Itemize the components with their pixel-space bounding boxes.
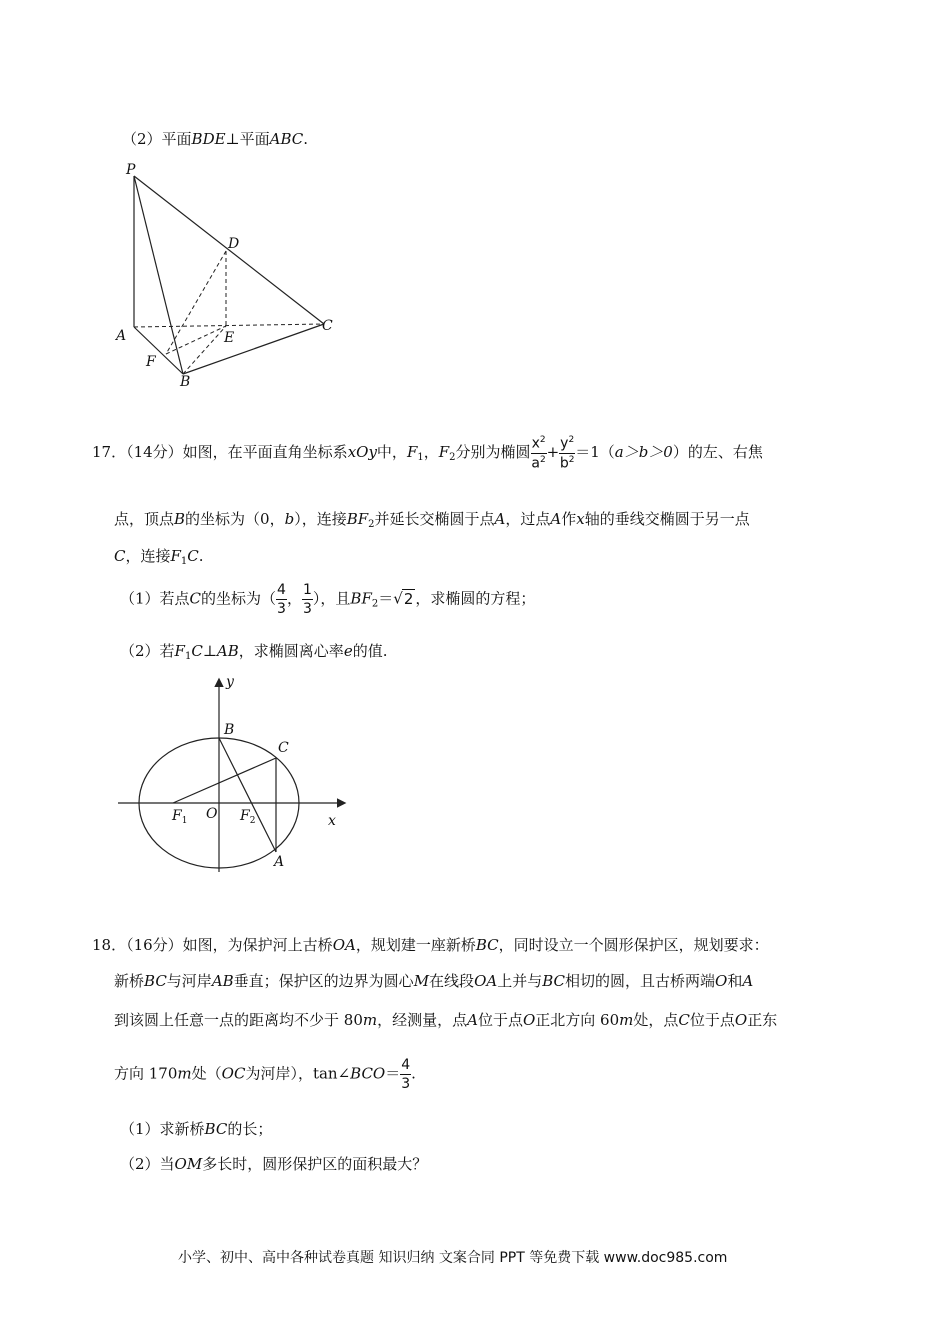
q17-part1: （1）若点C的坐标为（ $\frac{4}{3}$ ， $\frac{1}{3}$ ），且$BF_2=√2$ ，求椭圆的方程； bbox=[120, 582, 536, 617]
q17-part2: （2）若$F_1C\perp AB$，求椭圆离心率e的值. bbox=[120, 642, 388, 662]
q17-line1: 17．（14分）如图，在平面直角坐标系xOy中，$F_1$，$F_2$分别为椭圆 $\frac{x^2}{a^2}$ + $\frac{y^2}{b^2}$ ＝1（a＞b＞0）的左、右焦 bbox=[92, 435, 763, 472]
pyramid-figure bbox=[108, 158, 348, 390]
edge-BC bbox=[183, 324, 324, 374]
label-x: x bbox=[328, 813, 336, 829]
q18-part1: （1）求新桥BC的长； bbox=[120, 1120, 273, 1138]
q16-part2: （2）平面BDE⊥平面ABC. bbox=[122, 130, 309, 148]
edge-PB bbox=[134, 176, 183, 374]
q18-line2: 新桥BC与河岸AB垂直；保护区的边界为圆心M在线段OA上并与BC相切的圆，且古桥两端O和A bbox=[114, 972, 754, 990]
edge-AB bbox=[134, 327, 183, 374]
q18-part2: （2）当OM多长时，圆形保护区的面积最大？ bbox=[120, 1155, 428, 1173]
q18-line4: 方向 170m处（OC为河岸），tan∠BCO＝ $\frac{4}{3}$ . bbox=[114, 1057, 416, 1092]
label-O: O bbox=[206, 806, 218, 822]
segment-BA bbox=[219, 738, 276, 852]
label-E: E bbox=[224, 330, 235, 346]
q17-line2: 点，顶点B的坐标为（0，b），连接$BF_2$并延长交椭圆于点A，过点A作x轴的垂线交椭圆于另一点 bbox=[114, 510, 750, 530]
label-A: A bbox=[116, 328, 127, 344]
edge-AC bbox=[134, 324, 324, 327]
label-y: y bbox=[226, 674, 234, 690]
q18-line3: 到该圆上任意一点的距离均不少于 80m，经测量，点A位于点O正北方向 60m处，点C位于点O正东 bbox=[114, 1011, 778, 1029]
label-P: P bbox=[126, 162, 136, 178]
q17-line3: C，连接$F_1C$. bbox=[114, 547, 204, 567]
footer-text: 小学、初中、高中各种试卷真题 知识归纳 文案合同 PPT 等免费下载 www.doc985.com bbox=[178, 1250, 728, 1266]
label-F2: $F_2$ bbox=[240, 808, 256, 826]
label-F1: $F_1$ bbox=[172, 808, 188, 826]
ellipse-figure bbox=[108, 672, 358, 882]
label-C: C bbox=[322, 318, 333, 334]
frac-y2-b2: $\frac{y^2}{b^2}$ bbox=[559, 435, 575, 472]
segment-F1C bbox=[173, 758, 276, 803]
label-B: B bbox=[224, 722, 235, 738]
label-C: C bbox=[278, 740, 289, 756]
label-F: F bbox=[146, 354, 156, 370]
frac-x2-a2: $\frac{x^2}{a^2}$ bbox=[531, 435, 546, 472]
label-B: B bbox=[180, 374, 191, 390]
segment-DF bbox=[166, 251, 226, 354]
q18-line1: 18．（16分）如图，为保护河上古桥OA，规划建一座新桥BC，同时设立一个圆形保护区，规划要求： bbox=[92, 936, 769, 954]
label-D: D bbox=[228, 236, 240, 252]
label-A: A bbox=[274, 854, 285, 870]
